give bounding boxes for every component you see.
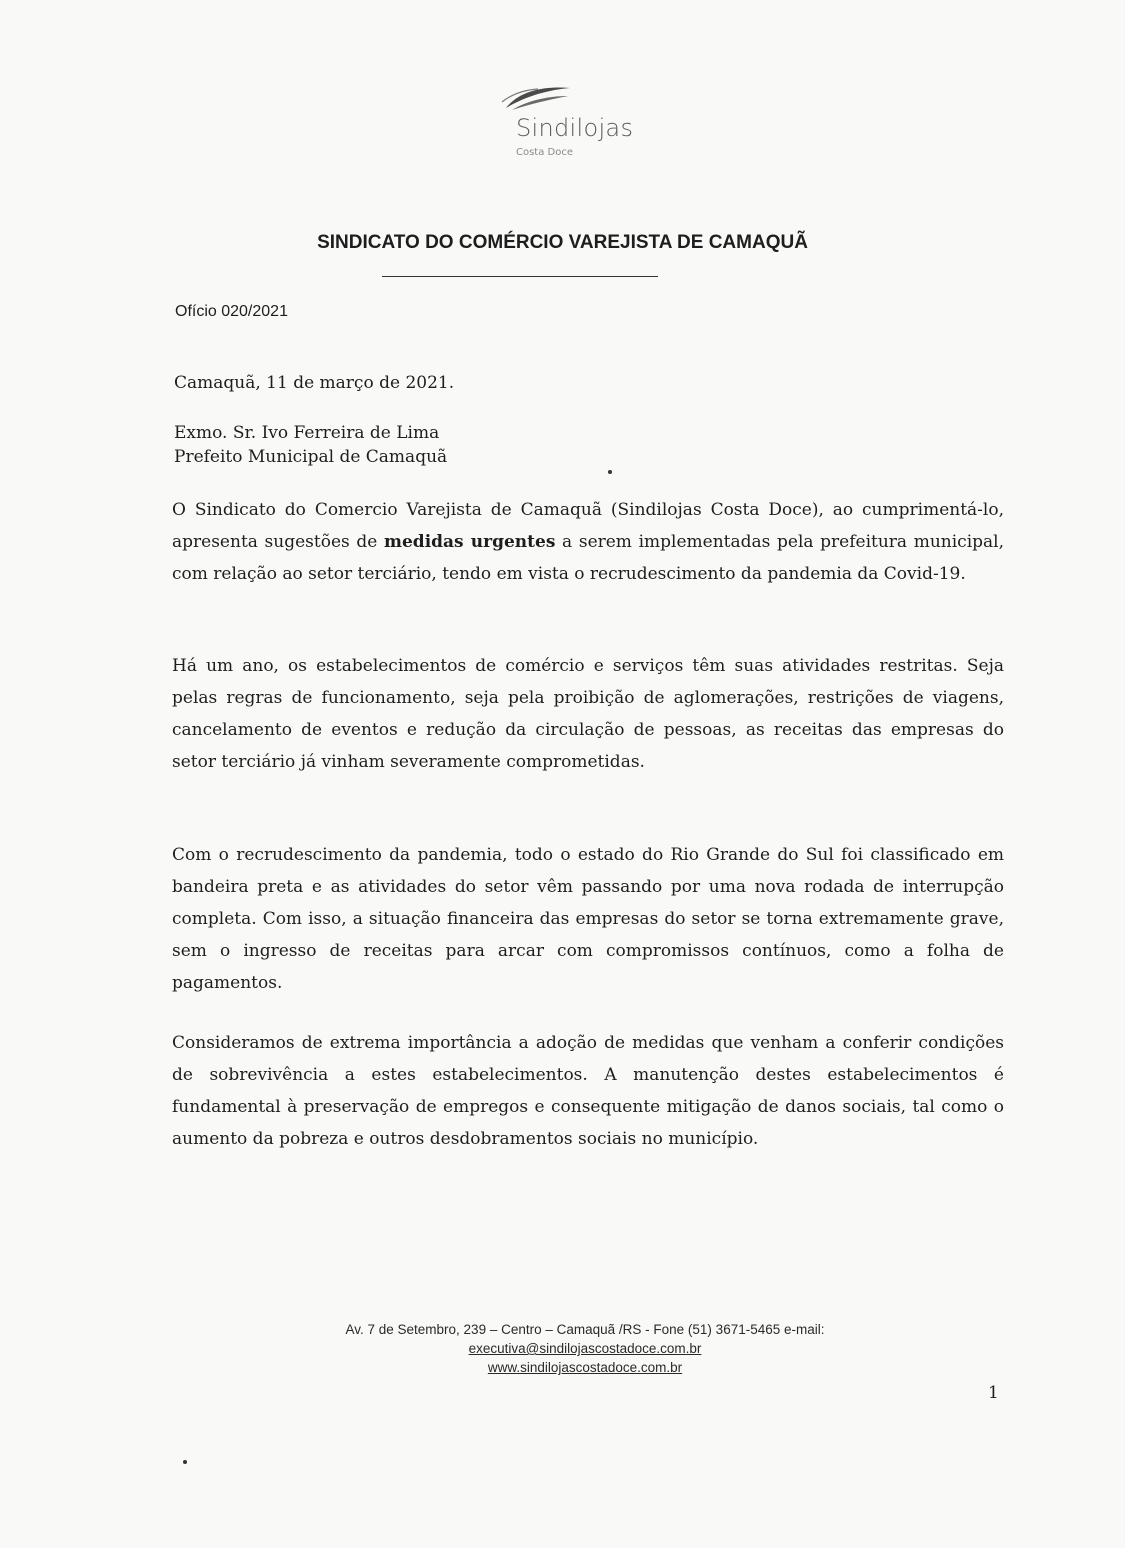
oficio-number: Ofício 020/2021 (175, 303, 288, 320)
paragraph-1-emphasis: medidas urgentes (384, 532, 556, 552)
paragraph-1-end: a serem implementadas pela prefeitura municipal, com relação ao setor terciário, tendo em vista o recrudescimento da pandemia da Covid-19. (172, 532, 1004, 584)
paragraph-1 (172, 494, 1004, 590)
document-title: SINDICATO DO COMÉRCIO VAREJISTA DE CAMAQUÃ (317, 232, 808, 253)
title-divider (382, 276, 658, 277)
scan-speck (608, 470, 612, 474)
paragraph-4: Consideramos de extrema importância a adoção de medidas que venham a conferir condições de sobrevivência a estes estabelecimentos. A manutenção destes estabelecimentos é fundamental à preservação de empregos e consequente mitigação de danos sociais, tal como o aumento da pobreza e outros desdobramentos sociais no município. (172, 1033, 1004, 1149)
sindilojas-logo (498, 80, 658, 170)
paragraph-1-start: O Sindicato do Comercio Varejista de Camaquã (Sindilojas Costa Doce), ao cumprimentá-lo, apresenta sugestões de (172, 500, 1004, 552)
logo-subtitle: Costa Doce (516, 147, 574, 158)
scan-speck (183, 1460, 187, 1464)
recipient-block (174, 421, 447, 469)
page-number: 1 (988, 1383, 999, 1403)
footer-website-link[interactable]: www.sindilojascostadoce.com.br (487, 1360, 683, 1375)
footer-email-link[interactable]: executiva@sindilojascostadoce.com.br (468, 1341, 702, 1356)
paragraph-3: Com o recrudescimento da pandemia, todo o estado do Rio Grande do Sul foi classificado em bandeira preta e as atividades do setor vêm passando por uma nova rodada de interrupção completa. Com isso, a situação financeira das empresas do setor se torna extremamente grave, sem o ingresso de receitas para arcar com compromissos contínuos, como a folha de pagamentos. (172, 845, 1004, 993)
recipient-name: Exmo. Sr. Ivo Ferreira de Lima (174, 423, 440, 443)
dateline: Camaquã, 11 de março de 2021. (174, 373, 455, 393)
footer-address: Av. 7 de Setembro, 239 – Centro – Camaquã /RS - Fone (51) 3671-5465 e-mail: (345, 1322, 825, 1337)
recipient-title: Prefeito Municipal de Camaquã (174, 447, 448, 467)
logo-name: Sindilojas (516, 114, 634, 142)
footer (300, 1320, 870, 1377)
paragraph-2: Há um ano, os estabelecimentos de comércio e serviços têm suas atividades restritas. Seja pelas regras de funcionamento, seja pela proibição de aglomerações, restrições de viagens, cancelamento de eventos e redução da circulação de pessoas, as receitas das empresas do setor terciário já vinham severamente comprometidas. (172, 656, 1004, 772)
